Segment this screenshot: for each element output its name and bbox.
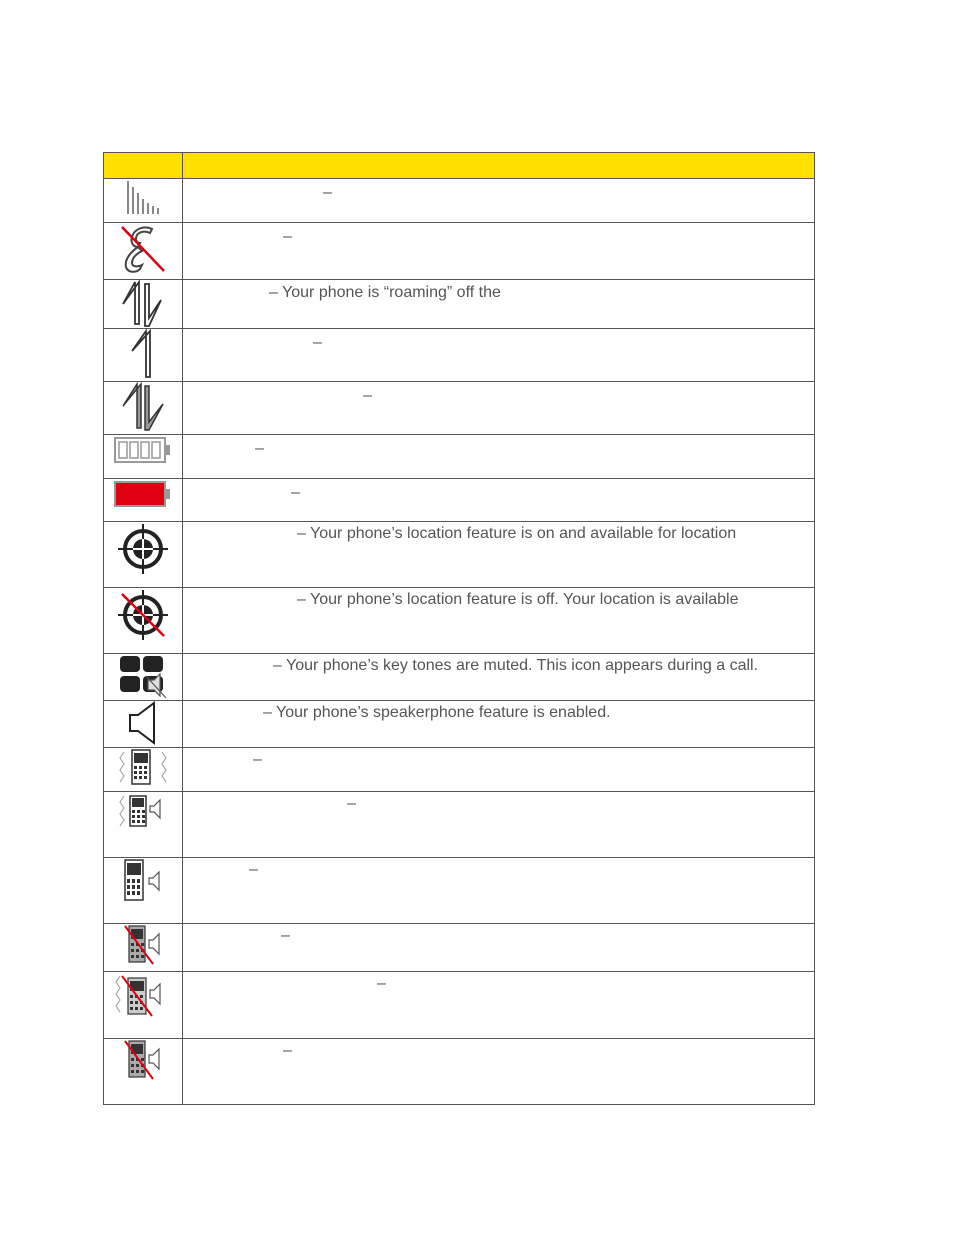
icon-cell [104, 701, 183, 748]
description-text: – [347, 795, 356, 812]
description-cell [183, 223, 815, 280]
table-row [104, 382, 815, 435]
description-text: – [249, 861, 258, 878]
description-text: – [283, 1042, 292, 1059]
description-text: – Your phone’s location feature is on and available for location [297, 525, 737, 542]
description-text: – [281, 927, 290, 944]
battery-low-icon [113, 479, 173, 509]
description-text: – [313, 334, 322, 351]
table-row [104, 435, 815, 479]
description-cell [183, 179, 815, 223]
icon-cell [104, 223, 183, 280]
ringer-vibrate-icon [118, 794, 168, 828]
ringer-off-icon [121, 924, 165, 966]
table-row [104, 1039, 815, 1105]
description-text: – Your phone’s key tones are muted. This icon appears during a call. [273, 657, 759, 674]
icon-cell [104, 654, 183, 701]
icon-cell [104, 748, 183, 792]
description-cell [183, 382, 815, 435]
status-icons-table [103, 152, 815, 1105]
table-row [104, 972, 815, 1039]
silent-mode-icon [121, 1039, 165, 1081]
icon-cell [104, 588, 183, 654]
description-text: – [255, 440, 264, 457]
description-cell [183, 972, 815, 1039]
description-cell [183, 792, 815, 858]
description-cell [183, 748, 815, 792]
icon-cell [104, 280, 183, 329]
header-icon-column [104, 153, 183, 179]
roaming-icon [119, 280, 167, 328]
data-transfer-active-icon [119, 382, 167, 432]
description-text: – [323, 184, 332, 201]
table-row [104, 588, 815, 654]
description-text: – Your phone’s location feature is off. Your location is available [297, 591, 739, 608]
icon-cell [104, 792, 183, 858]
table-row [104, 924, 815, 972]
no-service-icon [118, 223, 168, 275]
description-cell [183, 329, 815, 382]
table-row [104, 654, 815, 701]
table-row [104, 179, 815, 223]
icon-cell [104, 522, 183, 588]
description-cell [183, 1039, 815, 1105]
description-text: – [283, 228, 292, 245]
table-row [104, 479, 815, 522]
key-tones-muted-icon [118, 654, 168, 698]
table-row [104, 280, 815, 329]
description-text: – [377, 975, 386, 992]
table-row [104, 748, 815, 792]
icon-cell [104, 972, 183, 1039]
description-cell [183, 522, 815, 588]
icon-cell [104, 1039, 183, 1105]
description-cell [183, 858, 815, 924]
description-text: – [253, 751, 262, 768]
description-cell [183, 924, 815, 972]
icon-cell [104, 858, 183, 924]
table-row [104, 223, 815, 280]
header-description-column [183, 153, 815, 179]
description-cell [183, 280, 815, 329]
data-upload-icon [128, 329, 158, 379]
vibrate-icon [118, 748, 168, 788]
location-off-icon [116, 588, 170, 642]
table-row [104, 792, 815, 858]
icon-cell [104, 382, 183, 435]
icon-cell [104, 329, 183, 382]
description-cell [183, 588, 815, 654]
description-text: – Your phone’s speakerphone feature is enabled. [263, 704, 611, 721]
description-cell [183, 435, 815, 479]
speakerphone-icon [126, 701, 160, 745]
table-row [104, 858, 815, 924]
icon-cell [104, 435, 183, 479]
description-cell [183, 654, 815, 701]
icon-cell [104, 924, 183, 972]
table-row [104, 701, 815, 748]
description-text: – Your phone is “roaming” off the [269, 284, 501, 301]
table-row [104, 329, 815, 382]
description-text: – [363, 387, 372, 404]
icon-cell [104, 479, 183, 522]
table-row [104, 522, 815, 588]
battery-full-icon [113, 435, 173, 465]
description-cell [183, 479, 815, 522]
ringer-on-icon [121, 858, 165, 904]
signal-strength-icon [123, 179, 163, 217]
table-header-row [104, 153, 815, 179]
ringer-off-vibrate-icon [114, 974, 172, 1018]
description-text: – [291, 484, 300, 501]
description-cell [183, 701, 815, 748]
location-on-icon [116, 522, 170, 576]
icon-cell [104, 179, 183, 223]
